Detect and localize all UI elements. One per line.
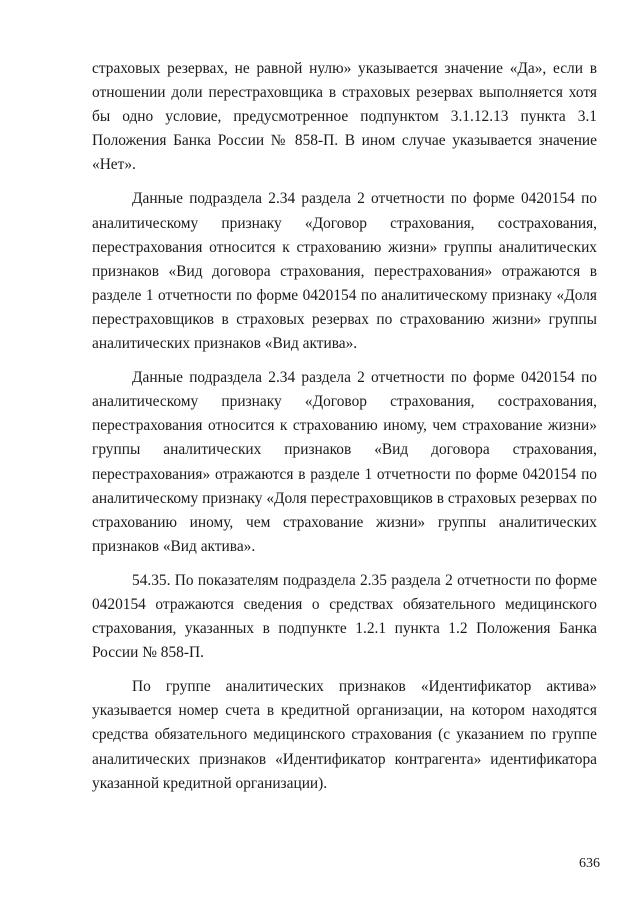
paragraph-non-life-insurance: Данные подраздела 2.34 раздела 2 отчетности по форме 0420154 по аналитическому признаку «Договор страхования, сострахования, перестрахования относится к страхованию иному, чем страхование жизни» группы аналитических признаков «Вид договора страхования, перестрахования» отражаются в разделе 1 отчетности по форме 0420154 по аналитическому признаку «Доля перестраховщиков в страховых резервах по страхованию иному, чем страхование жизни» группы аналитических признаков «Вид актива». [92,369,597,555]
document-body [92,57,597,806]
paragraph-life-insurance: Данные подраздела 2.34 раздела 2 отчетности по форме 0420154 по аналитическому признаку «Договор страхования, сострахования, перестрахования относится к страхованию жизни» группы аналитических признаков «Вид договора страхования, перестрахования» отражаются в разделе 1 отчетности по форме 0420154 по аналитическому признаку «Доля перестраховщиков в страховых резервах по страхованию жизни» группы аналитических признаков «Вид актива». [92,190,597,353]
paragraph-asset-identifier: По группе аналитических признаков «Идентификатор актива» указывается номер счета в кредитной организации, на котором находятся средства обязательного медицинского страхования (с указанием по группе аналитических признаков «Идентификатор контрагента» идентификатора указанной кредитной организации). [92,678,597,792]
paragraph-continuation: страховых резервах, не равной нулю» указывается значение «Да», если в отношении доли перестраховщика в страховых резервах выполняется хотя бы одно условие, предусмотренное подпунктом 3.1.12.13 пункта 3.1 Положения Банка России № 858-П. В ином случае указывается значение «Нет». [92,60,597,174]
page-number: 636 [579,856,600,871]
paragraph-section-54-35: 54.35. По показателям подраздела 2.35 раздела 2 отчетности по форме 0420154 отражаются сведения о средствах обязательного медицинского страхования, указанных в подпункте 1.2.1 пункта 1.2 Положения Банка России № 858-П. [92,571,597,662]
